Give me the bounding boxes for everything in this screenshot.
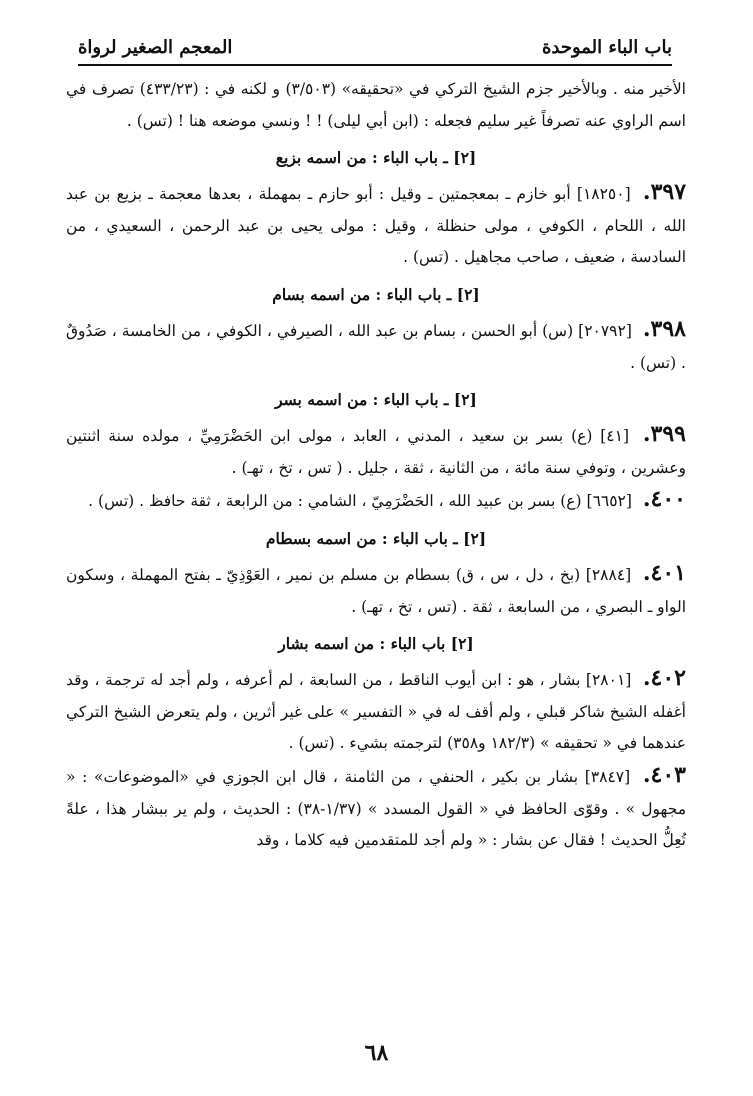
intro-paragraph: الأخير منه . وبالأخير جزم الشيخ التركي في «تحقيقه» (٣/٥٠٣) و لكنه في : (٤٣٣/٢٣) تصرف في اسم الراوي عنه تصرفاً غير سليم فجعله : (ابن أبي ليلى) ! ! ونسي موضعه هنا ! (تس) . — [66, 80, 686, 130]
entry-397 — [66, 177, 686, 274]
entry-402 — [66, 663, 686, 760]
entry-text: [٣٨٤٧] بشار بن بكير ، الحنفي ، من الثامنة ، قال ابن الجوزي في «الموضوعات» : « مجهول » . وقوّى الحافظ في « القول المسدد » (١/٣٧-٣٨) : الحديث ، ولم ير ببشار هذا ، علةً تُعِلُّ الحديث ! فقال عن بشار : « ولم أجد للمتقدمين فيه كلاما ، وقد — [66, 767, 687, 850]
chapter-title: باب الباء الموحدة — [541, 37, 672, 58]
section-heading-bistam: [٢] ـ باب الباء : من اسمه بسطام — [265, 528, 487, 548]
entry-401 — [66, 558, 686, 623]
entry-text: [٢٠٧٩٢] (س) أبو الحسن ، بسام بن عبد الله ، الصيرفي ، الكوفي ، من الخامسة ، صَدُوقٌ . (تس) . — [66, 321, 686, 372]
entry-number: ٣٩٨. — [642, 315, 686, 342]
section-heading-busr: [٢] ـ باب الباء : من اسمه بسر — [275, 390, 477, 410]
entry-403 — [66, 760, 686, 857]
entry-text: [٢٨٠١] بشار ، هو : ابن أيوب الناقط ، من السابعة ، لم أعرفه ، ولم أجد له ترجمة ، وقد أغفله الشيخ شاكر قبلي ، ولم أقف له في « التفسير » على غير أثرين ، ولم يتعرض الشيخ التركي عندهما في « تحقيقه » (١٨٢/٣ و٣٥٨) لترجمته بشيء . (تس) . — [66, 671, 686, 753]
entry-text: [٤١] (ع) بسر بن سعيد ، المدني ، العابد ، مولى ابن الحَضْرَمِيِّ ، مولده سنة اثنتين وعشرين ، وتوفي سنة مائة ، من الثانية ، ثقة ، جليل . ( تس ، تخ ، تهـ) . — [66, 427, 686, 477]
section-heading-bassam: [٢] ـ باب الباء : من اسمه بسام — [272, 284, 480, 304]
entry-number: ٣٩٩. — [642, 421, 686, 448]
entry-text: [٦٦٥٢] (ع) بسر بن عبيد الله ، الحَضْرَمِيّ ، الشامي : من الرابعة ، ثقة حافظ . (تس) . — [88, 492, 632, 511]
entry-number: ٣٩٧. — [642, 179, 687, 206]
entry-text: [٢٨٨٤] (بخ ، دل ، س ، ق) بسطام بن مسلم بن نمير ، العَوْذِيّ ـ بفتح المهملة ، وسكون الواو ـ البصري ، من السابعة ، ثقة . (تس ، تخ ، تهـ) . — [66, 565, 686, 616]
section-heading-bazi: [٢] ـ باب الباء : من اسمه بزيع — [275, 148, 477, 168]
entry-text: [١٨٢٥٠] أبو خازم ـ بمعجمتين ـ وقيل : أبو حازم ـ بمهملة ، بعدها معجمة ـ بزيع بن عبد الله ، اللحام ، الكوفي ، مولى حنظلة ، وقيل : مولى يحيى بن عبد الرحمن ، السعيدي ، من السادسة ، ضعيف ، صاحب مجاهيل . (تس) . — [66, 185, 686, 267]
entry-number: ٤٠٠. — [642, 486, 686, 513]
entry-400 — [66, 484, 686, 518]
page-number: ٦٨ — [364, 1040, 389, 1066]
entry-number: ٤٠٣. — [642, 761, 686, 788]
running-header — [78, 28, 672, 66]
book-title: المعجم الصغير لرواة — [78, 37, 233, 58]
entry-398 — [66, 314, 686, 379]
section-heading-bashshar: [٢] باب الباء : من اسمه بشار — [278, 634, 474, 654]
entry-number: ٤٠١. — [642, 559, 686, 586]
entry-number: ٤٠٢. — [642, 665, 686, 692]
page-body — [66, 74, 686, 857]
entry-399 — [66, 419, 686, 484]
